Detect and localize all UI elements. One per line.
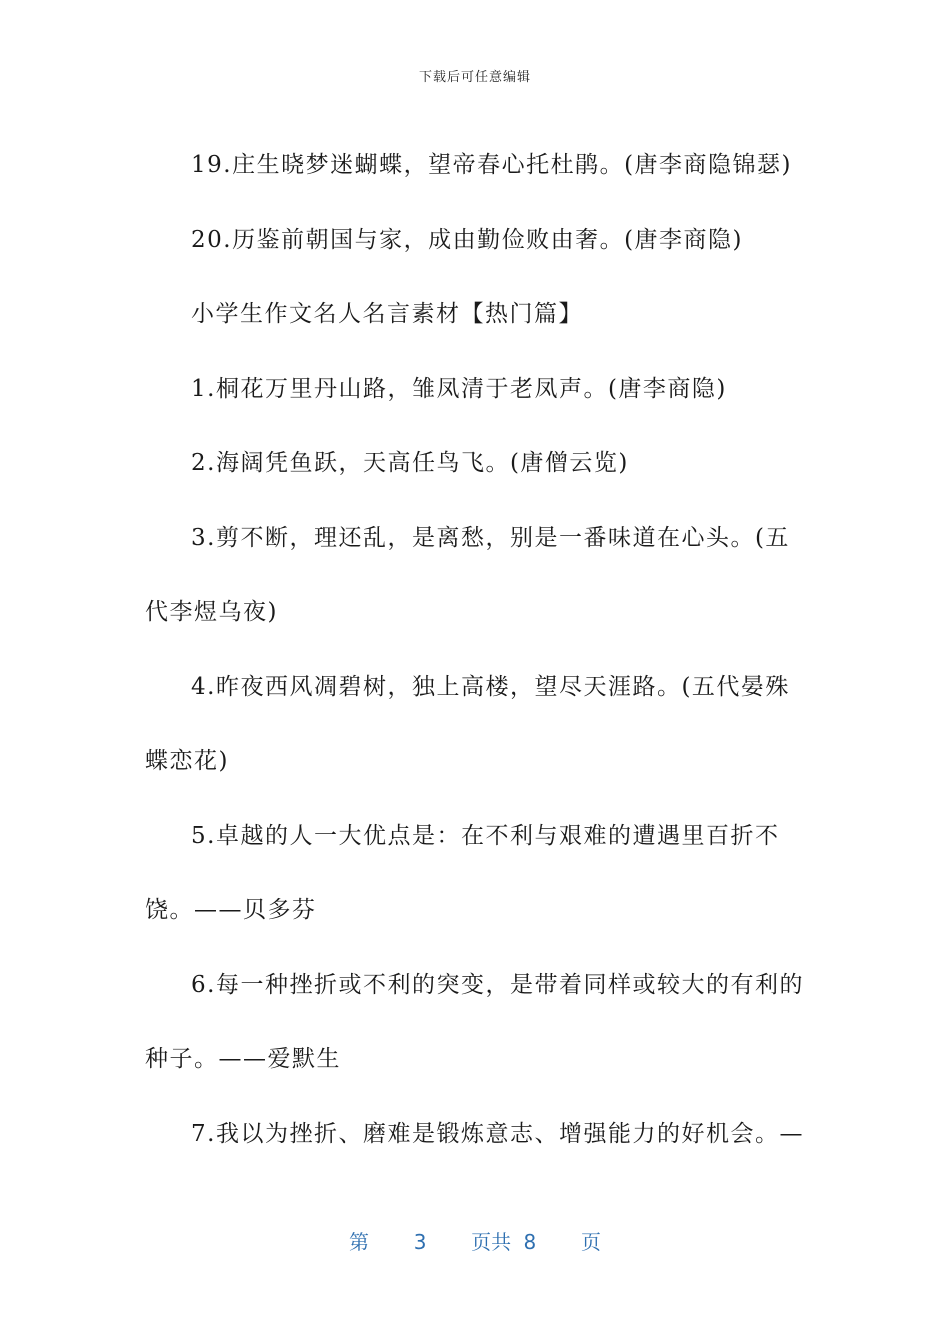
footer-current-page: 3	[413, 1230, 427, 1254]
paragraph-quote-4: 4.昨夜西风凋碧树，独上高楼，望尽天涯路。(五代晏殊蝶恋花)	[145, 673, 790, 774]
paragraph-quote-5: 5.卓越的人一大优点是：在不利与艰难的遭遇里百折不饶。——贝多芬	[145, 822, 780, 923]
footer-label-page: 第	[349, 1230, 369, 1254]
page-header: 下载后可任意编辑	[418, 70, 531, 85]
paragraph-quote-20: 20.历鉴前朝国与家，成由勤俭败由奢。(唐李商隐)	[191, 226, 744, 253]
paragraph-quote-6: 6.每一种挫折或不利的突变，是带着同样或较大的有利的种子。——爱默生	[145, 971, 804, 1072]
paragraph-quote-1: 1.桐花万里丹山路，雏凤清于老凤声。(唐李商隐)	[191, 375, 727, 402]
paragraph-quote-2: 2.海阔凭鱼跃，天高任鸟飞。(唐僧云览)	[191, 450, 629, 476]
paragraph-quote-3: 3.剪不断，理还乱，是离愁，别是一番味道在心头。(五代李煜乌夜)	[145, 524, 790, 625]
footer-label-end: 页	[580, 1230, 601, 1254]
document-body	[145, 128, 810, 1171]
paragraph-quote-19: 19.庄生晓梦迷蝴蝶，望帝春心托杜鹃。(唐李商隐锦瑟)	[191, 152, 793, 178]
paragraph-quote-7: 7.我以为挫折、磨难是锻炼意志、增强能力的好机会。—	[191, 1120, 804, 1147]
section-heading: 小学生作文名人名言素材【热门篇】	[191, 301, 583, 327]
footer-total-pages: 8	[523, 1230, 537, 1254]
footer-label-of: 页共	[471, 1230, 512, 1254]
page-footer	[0, 1226, 950, 1255]
